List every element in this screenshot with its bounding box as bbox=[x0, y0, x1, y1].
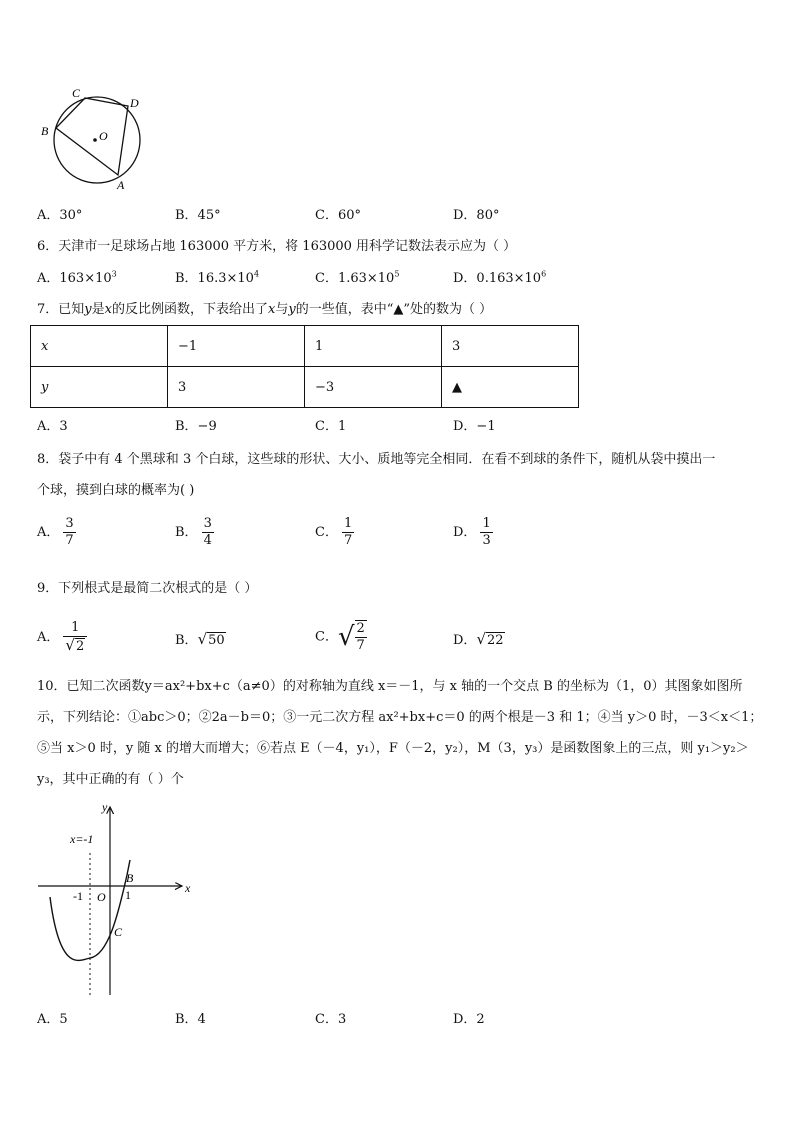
q10-line4: y₃，其中正确的有（ ）个 bbox=[37, 772, 184, 787]
q8-line2: 个球，摸到白球的概率为( ) bbox=[37, 483, 195, 498]
q5-option-a: A．30° bbox=[37, 208, 83, 223]
q6-option-b: B．$16.3\times 10^4$ bbox=[175, 269, 260, 286]
q6-stem: 6．天津市一足球场占地 163000 平方米，将 163000 用科学记数法表示应为（ ） bbox=[37, 239, 517, 254]
q8-option-b: B． $\frac{3}{4}$ bbox=[175, 516, 212, 548]
q5-option-d: D．80° bbox=[453, 208, 500, 223]
q5-option-b: B．45° bbox=[175, 208, 221, 223]
table-cell: y bbox=[31, 367, 168, 408]
q7-value-table bbox=[30, 325, 579, 408]
q8-option-a: A． $\frac{3}{7}$ bbox=[37, 516, 74, 548]
table-cell: 3 bbox=[442, 326, 579, 367]
q6-option-d: D．$0.163\times 10^6$ bbox=[453, 269, 547, 286]
circle-quadrilateral-figure bbox=[30, 85, 160, 195]
q5-option-c: C．60° bbox=[315, 208, 361, 223]
q9-option-b: B．√50 bbox=[175, 630, 225, 648]
label-axis-eq: x=-1 bbox=[70, 832, 94, 846]
q10-line2: 示，下列结论：①abc＞0；②2a－b＝0；③一元二次方程 ax²+bx+c＝0 的两个根是－3 和 1；④当 y＞0 时，－3＜x＜1； bbox=[37, 710, 763, 725]
table-cell: −3 bbox=[305, 367, 442, 408]
q8-line1: 8．袋子中有 4 个黑球和 3 个白球，这些球的形状、大小、质地等完全相同．在看不到球的条件下，随机从袋中摸出一 bbox=[37, 452, 716, 467]
q6-option-a: A．$163\times 10^3$ bbox=[37, 269, 117, 286]
q7-option-b: B．−9 bbox=[175, 419, 217, 434]
q9-option-c: C．√ $\frac{2}{7}$ bbox=[315, 621, 365, 653]
q6-option-c: C．$1.63\times 10^5$ bbox=[315, 269, 400, 286]
q10-option-c: C．3 bbox=[315, 1012, 347, 1027]
center-point bbox=[93, 138, 97, 142]
q7-option-d: D．−1 bbox=[453, 419, 496, 434]
label-minus-one: -1 bbox=[73, 889, 83, 903]
table-cell: −1 bbox=[168, 326, 305, 367]
label-b: B bbox=[41, 124, 49, 138]
table-row bbox=[31, 367, 579, 408]
label-d: D bbox=[130, 96, 139, 110]
label-c: C bbox=[72, 86, 81, 100]
label-one: 1 bbox=[125, 888, 131, 902]
table-row bbox=[31, 326, 579, 367]
q10-option-d: D．2 bbox=[453, 1012, 485, 1027]
label-origin: O bbox=[97, 890, 106, 904]
parabola-graph bbox=[30, 795, 200, 1000]
q7-option-c: C．1 bbox=[315, 419, 347, 434]
table-cell: 1 bbox=[305, 326, 442, 367]
q9-stem: 9．下列根式是最简二次根式的是（ ） bbox=[37, 581, 258, 596]
q10-line1: 10．已知二次函数y＝ax²+bx+c（a≠0）的对称轴为直线 x＝－1，与 x 轴的一个交点 B 的坐标为（1，0）其图象如图所 bbox=[37, 679, 743, 694]
q7-option-a: A．3 bbox=[37, 419, 68, 434]
label-a: A bbox=[117, 178, 125, 192]
q10-option-b: B．4 bbox=[175, 1012, 206, 1027]
label-b-point: B bbox=[126, 871, 134, 885]
q10-line3: ⑤当 x＞0 时，y 随 x 的增大而增大；⑥若点 E（－4，y₁），F（－2，y₂），M（3，y₃）是函数图象上的三点，则 y₁＞y₂＞ bbox=[37, 741, 749, 756]
q9-option-a: A． $\frac{1}{√2}$ bbox=[37, 620, 87, 655]
table-cell: x bbox=[31, 326, 168, 367]
q9-option-d: D．√22 bbox=[453, 630, 504, 648]
q10-option-a: A．5 bbox=[37, 1012, 68, 1027]
table-cell: 3 bbox=[168, 367, 305, 408]
label-x: x bbox=[185, 881, 191, 895]
label-o: O bbox=[99, 129, 108, 143]
q8-option-c: C． $\frac{1}{7}$ bbox=[315, 516, 353, 548]
parabola-curve bbox=[50, 860, 130, 960]
label-y: y bbox=[102, 800, 108, 814]
table-cell: ▲ bbox=[442, 367, 579, 408]
q7-stem: 7．已知y是x的反比例函数，下表给出了x与y的一些值，表中“▲”处的数为（ ） bbox=[37, 302, 493, 317]
label-c-point: C bbox=[114, 925, 123, 939]
q8-option-d: D． $\frac{1}{3}$ bbox=[453, 516, 491, 548]
